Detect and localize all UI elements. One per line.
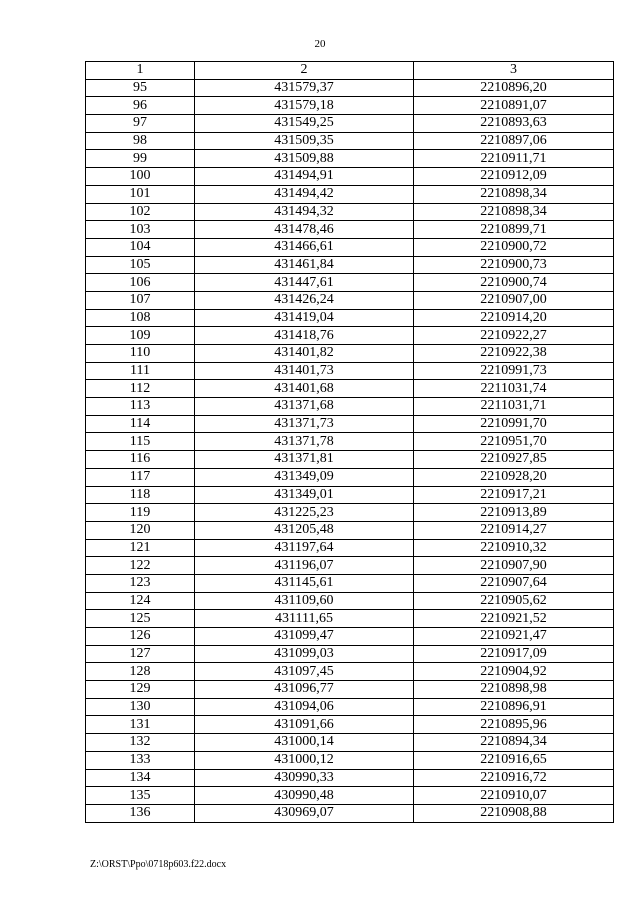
x-coordinate-cell: 431145,61 (195, 574, 414, 592)
table-row (86, 79, 614, 97)
point-number-cell: 107 (86, 291, 195, 309)
table-row (86, 468, 614, 486)
table-row (86, 557, 614, 575)
y-coordinate-cell: 2210921,52 (414, 610, 614, 628)
table-row (86, 574, 614, 592)
table-row (86, 734, 614, 752)
point-number-cell: 136 (86, 804, 195, 822)
table-row (86, 663, 614, 681)
page-number: 20 (314, 38, 326, 50)
point-number-cell: 106 (86, 274, 195, 292)
x-coordinate-cell: 431349,09 (195, 468, 414, 486)
point-number-cell: 95 (86, 79, 195, 97)
point-number-cell: 124 (86, 592, 195, 610)
x-coordinate-cell: 431197,64 (195, 539, 414, 557)
table-row (86, 716, 614, 734)
x-coordinate-cell: 431418,76 (195, 327, 414, 345)
table-row (86, 150, 614, 168)
y-coordinate-cell: 2210910,07 (414, 787, 614, 805)
y-coordinate-cell: 2211031,71 (414, 398, 614, 416)
column-header-3: 3 (414, 62, 614, 80)
x-coordinate-cell: 431549,25 (195, 115, 414, 133)
table-row (86, 539, 614, 557)
table-row (86, 309, 614, 327)
y-coordinate-cell: 2210951,70 (414, 433, 614, 451)
point-number-cell: 102 (86, 203, 195, 221)
point-number-cell: 133 (86, 751, 195, 769)
y-coordinate-cell: 2210896,20 (414, 79, 614, 97)
point-number-cell: 96 (86, 97, 195, 115)
x-coordinate-cell: 431579,18 (195, 97, 414, 115)
x-coordinate-cell: 431096,77 (195, 681, 414, 699)
x-coordinate-cell: 431099,03 (195, 645, 414, 663)
x-coordinate-cell: 431000,14 (195, 734, 414, 752)
table-row (86, 256, 614, 274)
table-row (86, 486, 614, 504)
x-coordinate-cell: 430990,33 (195, 769, 414, 787)
y-coordinate-cell: 2210928,20 (414, 468, 614, 486)
point-number-cell: 99 (86, 150, 195, 168)
y-coordinate-cell: 2210917,21 (414, 486, 614, 504)
table-row (86, 521, 614, 539)
x-coordinate-cell: 431349,01 (195, 486, 414, 504)
x-coordinate-cell: 431094,06 (195, 698, 414, 716)
table-row (86, 115, 614, 133)
x-coordinate-cell: 431494,42 (195, 185, 414, 203)
y-coordinate-cell: 2210905,62 (414, 592, 614, 610)
coordinates-table (85, 61, 614, 823)
table-row (86, 628, 614, 646)
point-number-cell: 110 (86, 345, 195, 363)
point-number-cell: 118 (86, 486, 195, 504)
x-coordinate-cell: 431494,91 (195, 168, 414, 186)
table-row (86, 398, 614, 416)
x-coordinate-cell: 431579,37 (195, 79, 414, 97)
table-row (86, 645, 614, 663)
y-coordinate-cell: 2210900,72 (414, 238, 614, 256)
y-coordinate-cell: 2210891,07 (414, 97, 614, 115)
x-coordinate-cell: 431371,73 (195, 415, 414, 433)
y-coordinate-cell: 2210896,91 (414, 698, 614, 716)
table-row (86, 415, 614, 433)
x-coordinate-cell: 431109,60 (195, 592, 414, 610)
table-row (86, 769, 614, 787)
table-row (86, 610, 614, 628)
point-number-cell: 128 (86, 663, 195, 681)
footer-file-path: Z:\ORST\Ppo\0718p603.f22.docx (90, 859, 227, 870)
y-coordinate-cell: 2210898,34 (414, 185, 614, 203)
y-coordinate-cell: 2210991,73 (414, 362, 614, 380)
x-coordinate-cell: 431225,23 (195, 504, 414, 522)
x-coordinate-cell: 430990,48 (195, 787, 414, 805)
table-row (86, 274, 614, 292)
y-coordinate-cell: 2210897,06 (414, 132, 614, 150)
y-coordinate-cell: 2210921,47 (414, 628, 614, 646)
y-coordinate-cell: 2210910,32 (414, 539, 614, 557)
y-coordinate-cell: 2210895,96 (414, 716, 614, 734)
table-row (86, 804, 614, 822)
point-number-cell: 114 (86, 415, 195, 433)
point-number-cell: 120 (86, 521, 195, 539)
point-number-cell: 126 (86, 628, 195, 646)
y-coordinate-cell: 2210912,09 (414, 168, 614, 186)
x-coordinate-cell: 431205,48 (195, 521, 414, 539)
table-row (86, 451, 614, 469)
x-coordinate-cell: 431401,73 (195, 362, 414, 380)
table-row (86, 380, 614, 398)
y-coordinate-cell: 2210911,71 (414, 150, 614, 168)
point-number-cell: 127 (86, 645, 195, 663)
point-number-cell: 109 (86, 327, 195, 345)
y-coordinate-cell: 2210904,92 (414, 663, 614, 681)
table-row (86, 504, 614, 522)
point-number-cell: 125 (86, 610, 195, 628)
x-coordinate-cell: 431509,35 (195, 132, 414, 150)
point-number-cell: 100 (86, 168, 195, 186)
table-row (86, 592, 614, 610)
point-number-cell: 103 (86, 221, 195, 239)
x-coordinate-cell: 431401,68 (195, 380, 414, 398)
table-row (86, 327, 614, 345)
point-number-cell: 108 (86, 309, 195, 327)
x-coordinate-cell: 431371,81 (195, 451, 414, 469)
table-row (86, 132, 614, 150)
table-row (86, 238, 614, 256)
table-row (86, 221, 614, 239)
point-number-cell: 111 (86, 362, 195, 380)
table-row (86, 185, 614, 203)
point-number-cell: 131 (86, 716, 195, 734)
y-coordinate-cell: 2210907,64 (414, 574, 614, 592)
y-coordinate-cell: 2210900,74 (414, 274, 614, 292)
y-coordinate-cell: 2210914,27 (414, 521, 614, 539)
x-coordinate-cell: 431371,68 (195, 398, 414, 416)
x-coordinate-cell: 431196,07 (195, 557, 414, 575)
x-coordinate-cell: 431447,61 (195, 274, 414, 292)
table-row (86, 97, 614, 115)
point-number-cell: 113 (86, 398, 195, 416)
y-coordinate-cell: 2210991,70 (414, 415, 614, 433)
point-number-cell: 119 (86, 504, 195, 522)
table-body (86, 79, 614, 822)
table-row (86, 291, 614, 309)
x-coordinate-cell: 431401,82 (195, 345, 414, 363)
y-coordinate-cell: 2210927,85 (414, 451, 614, 469)
point-number-cell: 134 (86, 769, 195, 787)
y-coordinate-cell: 2210908,88 (414, 804, 614, 822)
y-coordinate-cell: 2210917,09 (414, 645, 614, 663)
y-coordinate-cell: 2210907,90 (414, 557, 614, 575)
point-number-cell: 104 (86, 238, 195, 256)
table-row (86, 698, 614, 716)
point-number-cell: 117 (86, 468, 195, 486)
y-coordinate-cell: 2210893,63 (414, 115, 614, 133)
x-coordinate-cell: 431097,45 (195, 663, 414, 681)
point-number-cell: 122 (86, 557, 195, 575)
y-coordinate-cell: 2211031,74 (414, 380, 614, 398)
x-coordinate-cell: 431478,46 (195, 221, 414, 239)
point-number-cell: 123 (86, 574, 195, 592)
y-coordinate-cell: 2210922,27 (414, 327, 614, 345)
point-number-cell: 105 (86, 256, 195, 274)
table-row (86, 787, 614, 805)
y-coordinate-cell: 2210898,98 (414, 681, 614, 699)
column-header-1: 1 (86, 62, 195, 80)
y-coordinate-cell: 2210900,73 (414, 256, 614, 274)
x-coordinate-cell: 431419,04 (195, 309, 414, 327)
x-coordinate-cell: 431461,84 (195, 256, 414, 274)
y-coordinate-cell: 2210922,38 (414, 345, 614, 363)
point-number-cell: 116 (86, 451, 195, 469)
table-row (86, 681, 614, 699)
x-coordinate-cell: 430969,07 (195, 804, 414, 822)
table-header-row (86, 62, 614, 80)
x-coordinate-cell: 431091,66 (195, 716, 414, 734)
table-row (86, 203, 614, 221)
point-number-cell: 132 (86, 734, 195, 752)
y-coordinate-cell: 2210916,72 (414, 769, 614, 787)
y-coordinate-cell: 2210916,65 (414, 751, 614, 769)
table-row (86, 168, 614, 186)
point-number-cell: 112 (86, 380, 195, 398)
x-coordinate-cell: 431426,24 (195, 291, 414, 309)
column-header-2: 2 (195, 62, 414, 80)
y-coordinate-cell: 2210899,71 (414, 221, 614, 239)
x-coordinate-cell: 431371,78 (195, 433, 414, 451)
x-coordinate-cell: 431000,12 (195, 751, 414, 769)
y-coordinate-cell: 2210907,00 (414, 291, 614, 309)
x-coordinate-cell: 431466,61 (195, 238, 414, 256)
table-row (86, 362, 614, 380)
point-number-cell: 130 (86, 698, 195, 716)
point-number-cell: 129 (86, 681, 195, 699)
y-coordinate-cell: 2210894,34 (414, 734, 614, 752)
y-coordinate-cell: 2210914,20 (414, 309, 614, 327)
table-row (86, 345, 614, 363)
point-number-cell: 97 (86, 115, 195, 133)
point-number-cell: 135 (86, 787, 195, 805)
point-number-cell: 121 (86, 539, 195, 557)
point-number-cell: 98 (86, 132, 195, 150)
x-coordinate-cell: 431509,88 (195, 150, 414, 168)
y-coordinate-cell: 2210913,89 (414, 504, 614, 522)
x-coordinate-cell: 431099,47 (195, 628, 414, 646)
point-number-cell: 115 (86, 433, 195, 451)
table-row (86, 751, 614, 769)
table-row (86, 433, 614, 451)
point-number-cell: 101 (86, 185, 195, 203)
y-coordinate-cell: 2210898,34 (414, 203, 614, 221)
x-coordinate-cell: 431111,65 (195, 610, 414, 628)
x-coordinate-cell: 431494,32 (195, 203, 414, 221)
